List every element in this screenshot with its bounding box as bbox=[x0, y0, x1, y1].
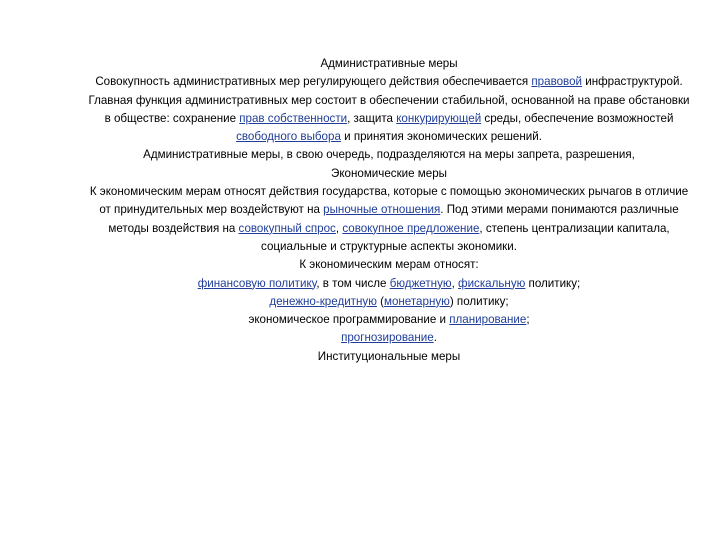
link-free-choice[interactable]: свободного выбора bbox=[236, 130, 341, 144]
economic-measures-paragraph bbox=[88, 183, 690, 256]
link-financial-policy[interactable]: финансовую политику bbox=[197, 276, 317, 290]
text-span: К экономическим мерам относят действия государства, которые с помощью экономических рычагов в отличие от принудительных мер воздействуют на bbox=[89, 185, 689, 217]
link-aggregate-demand[interactable]: совокупный спрос bbox=[238, 221, 336, 235]
text-span: ) политику; bbox=[449, 294, 509, 308]
list-item bbox=[88, 311, 690, 329]
admin-measures-heading: Административные меры bbox=[320, 57, 458, 70]
link-monetary-credit[interactable]: денежно-кредитную bbox=[269, 294, 377, 308]
link-fiscal[interactable]: фискальную bbox=[458, 276, 526, 290]
list-item bbox=[88, 275, 690, 293]
text-span: инфраструктурой. Главная функция административных мер состоит в обеспечении стабильной, основанной на праве обстановки в обществе: сохранение bbox=[88, 75, 690, 125]
text-span: политику; bbox=[525, 276, 581, 290]
text-span: , bbox=[335, 221, 343, 235]
slide-text-block bbox=[88, 55, 690, 366]
link-budget[interactable]: бюджетную bbox=[389, 276, 452, 290]
institutional-measures-heading: Институциональные меры bbox=[317, 349, 461, 363]
text-span: . Под этими мерами понимаются различные методы воздействия на bbox=[108, 203, 679, 235]
list-item bbox=[88, 329, 690, 347]
link-planning[interactable]: планирование bbox=[449, 313, 527, 327]
text-span: среды, обеспечение возможностей bbox=[481, 111, 674, 125]
text-span: . bbox=[433, 331, 437, 345]
link-property-rights[interactable]: прав собственности bbox=[239, 111, 348, 125]
text-span: , bbox=[451, 276, 459, 290]
admin-measures-paragraph bbox=[88, 73, 690, 146]
link-forecasting[interactable]: прогнозирование bbox=[341, 331, 434, 345]
link-competing[interactable]: конкурирующей bbox=[396, 111, 482, 125]
text-span: , защита bbox=[347, 111, 397, 125]
link-monetary[interactable]: монетарную bbox=[383, 294, 450, 308]
text-span: Совокупность административных мер регулирующего действия обеспечивается bbox=[95, 75, 532, 89]
list-item bbox=[88, 293, 690, 311]
text-span: ; bbox=[526, 313, 530, 327]
text-span: , степень централизации капитала, социальные и структурные аспекты экономики. bbox=[261, 221, 670, 253]
text-span: , в том числе bbox=[316, 276, 390, 290]
text-span: экономическое программирование и bbox=[248, 313, 450, 327]
economic-measures-heading: Экономические меры bbox=[331, 166, 447, 180]
admin-measures-subdivision: Административные меры, в свою очередь, подразделяются на меры запрета, разрешения, bbox=[143, 148, 635, 162]
text-span: и принятия экономических решений. bbox=[340, 130, 542, 144]
link-aggregate-supply[interactable]: совокупное предложение bbox=[342, 221, 480, 235]
text-span: ( bbox=[376, 294, 384, 308]
link-market-relations[interactable]: рыночные отношения bbox=[323, 203, 441, 217]
link-legal[interactable]: правовой bbox=[531, 75, 583, 89]
economic-measures-list-intro: К экономическим мерам относят: bbox=[299, 258, 479, 272]
